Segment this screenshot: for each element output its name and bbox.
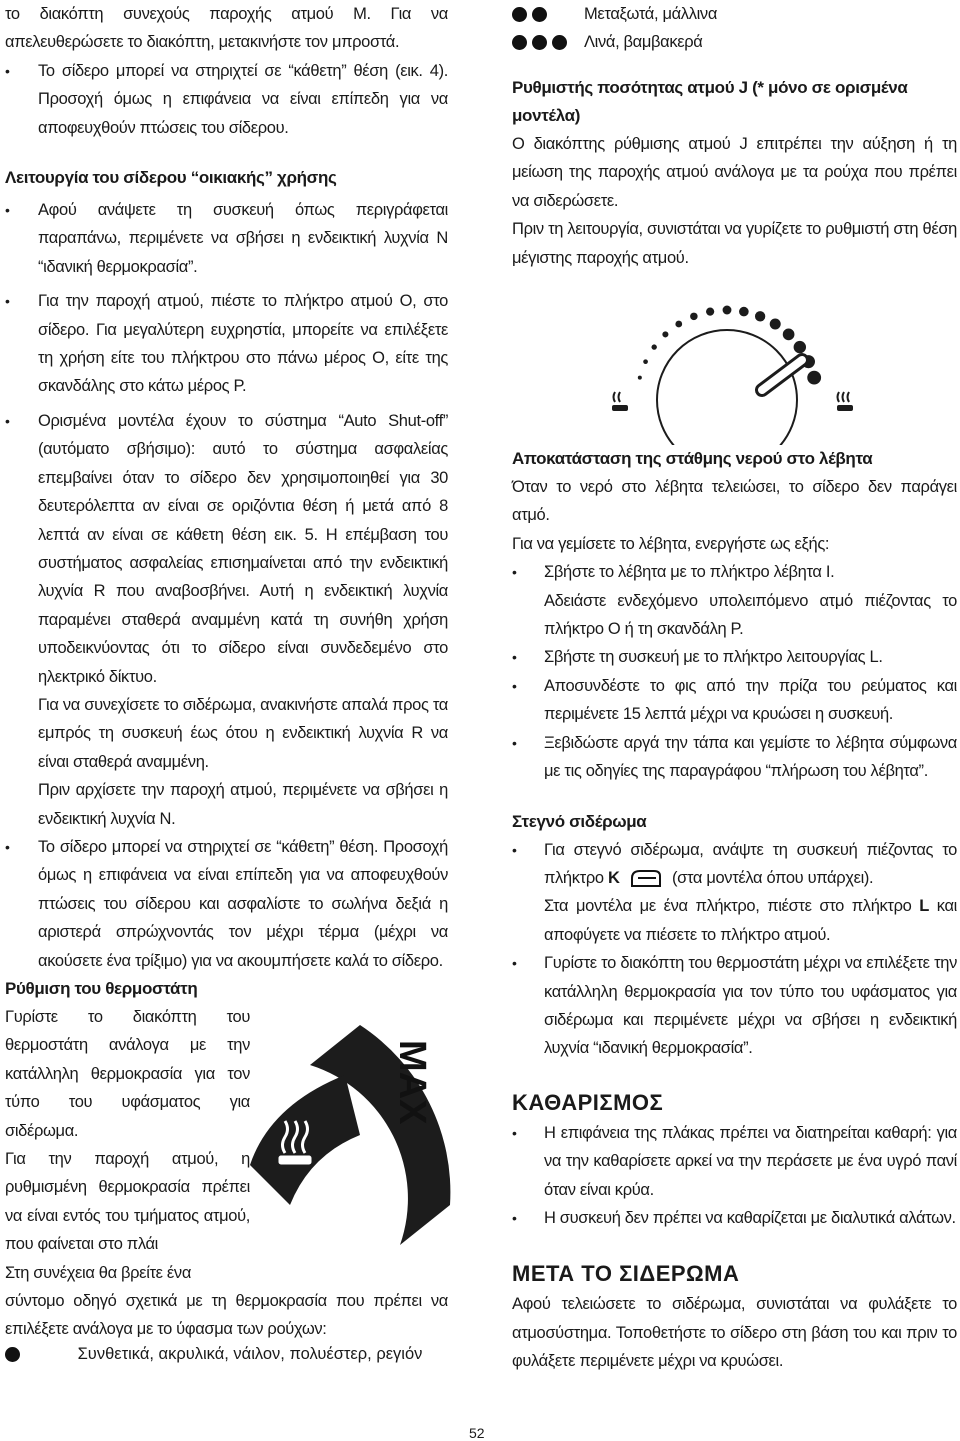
fabric-label: Μεταξωτά, μάλλινα [584, 5, 718, 23]
temperature-dot-icon [5, 1347, 20, 1362]
scale-dot [739, 307, 749, 317]
paragraph: Στη συνέχεια θα βρείτε ένα [5, 1263, 192, 1282]
thermostat-dial-figure [250, 1005, 480, 1265]
fabric-label: Συνθετικά, ακρυλικά, νάιλον, πολυέστερ, ρεγιόν [77, 1345, 423, 1363]
paragraph: Αφού τελειώσετε το σιδέρωμα, συνιστάται να φυλάξετε το ατμοσύστημα. Τοποθετήστε το σίδερο στη βάση του και πριν το φυλάξετε περιμένετε μέχρι να κρυώσει. [512, 1295, 957, 1371]
paragraph: Όταν το νερό στο λέβητα τελειώσει, το σίδερο δεν παράγει ατμό. [512, 478, 957, 525]
bullet-item: • Η συσκευή δεν πρέπει να καθαρίζεται με διαλυτικά αλάτων. [512, 1204, 957, 1232]
section-heading: Λειτουργία του σίδερου “οικιακής” χρήσης [5, 168, 337, 188]
bullet-item: • Σβήστε τη συσκευή με το πλήκτρο λειτουργίας L. [512, 643, 957, 671]
paragraph: Αδειάστε ενδεχόμενο υπολειπόμενο ατμό πιέζοντας το πλήκτρο O ή τη σκανδάλη P. [544, 591, 957, 639]
scale-dot [651, 344, 656, 349]
bullet-item: • Για την παροχή ατμού, πιέστε το πλήκτρο ατμού O, στο σίδερο. Για μεγαλύτερη ευχρηστία, μπορείτε να επιλέξετε τη χρήση είτε του πλήκτρου στο πάνω μέρος O, είτε της σκανδάλης στο κάτω μέρος P. [5, 287, 448, 401]
fabric-row [5, 1345, 422, 1364]
temperature-dot-icon [552, 35, 567, 50]
scale-dot [755, 311, 765, 321]
paragraph: Για την παροχή ατμού, η ρυθμισμένη θερμοκρασία πρέπει να είναι εντός του τμήματος ατμού, που φαίνεται στο πλάι [5, 1150, 250, 1254]
paragraph: Πριν τη λειτουργία, συνιστάται να γυρίζετε το ρυθμιστή στη θέση μέγιστης παροχής ατμού. [512, 220, 957, 267]
scale-dot [807, 371, 821, 385]
section-heading: Ρύθμιση του θερμοστάτη [5, 979, 198, 998]
scale-dot [690, 313, 698, 321]
temperature-dot-icon [512, 35, 527, 50]
text-run: Για στεγνό σιδέρωμα, ανάψτε τη συσκευή πιέζοντας το πλήκτρο [544, 840, 957, 887]
bullet-item: • Αποσυνδέστε το φις από την πρίζα του ρεύματος και περιμένετε 15 λεπτά μέχρι να κρυώσει η συσκευή. [512, 672, 957, 729]
key-l-label: L [919, 897, 929, 916]
scale-dot [794, 341, 806, 353]
scale-dot [662, 331, 668, 337]
key-k-label: K [607, 868, 620, 887]
bullet-item: • Ξεβιδώστε αργά την τάπα και γεμίστε το λέβητα σύμφωνα με τις οδηγίες της παραγράφου “πλήρωση του λέβητα”. [512, 729, 957, 786]
fabric-row [512, 28, 957, 58]
right-column [512, 0, 957, 1376]
dry-iron-icon [628, 868, 664, 890]
bullet-item: • Σβήστε το λέβητα με το πλήκτρο λέβητα I. [512, 558, 957, 586]
paragraph: σύντομο οδηγό σχετικά με τη θερμοκρασία που πρέπει να επιλέξετε ανάλογα με το ύφασμα των ρούχων: [5, 1292, 448, 1339]
scale-dot [723, 306, 732, 315]
bullet-item: • Η επιφάνεια της πλάκας πρέπει να διατηρείται καθαρή: για να την καθαρίσετε αρκεί να την περάσετε με ένα υγρό πανί όταν είναι κρύα. [512, 1119, 957, 1204]
steam-min-icon [612, 392, 628, 411]
steam-max-icon [837, 392, 853, 411]
scale-dot [706, 308, 714, 316]
section-heading: Αποκατάσταση της στάθμης νερού στο λέβητα [512, 449, 873, 469]
fabric-label: Λινά, βαμβακερά [584, 33, 703, 51]
section-heading: Στεγνό σιδέρωμα [512, 811, 647, 831]
paragraph: Για να γεμίσετε το λέβητα, ενεργήστε ως εξής: [512, 534, 830, 553]
bullet-item: • Αφού ανάψετε τη συσκευή όπως περιγράφεται παραπάνω, περιμένετε να σβήσει η ενδεικτική λυχνία N “ιδανική θερμοκρασία”. [5, 196, 448, 281]
paragraph: το διακόπτη συνεχούς παροχής ατμού M. Για να απελευθερώσετε το διακόπτη, μετακινήστε τον μπροστά. [5, 5, 448, 52]
page-number: 52 [469, 1425, 485, 1441]
scale-dot [643, 359, 648, 364]
scale-dot [675, 321, 682, 328]
temperature-dot-icon [512, 7, 527, 22]
paragraph: Για να συνεχίσετε το σιδέρωμα, ανακινήστε απαλά προς τα εμπρός τη συσκευή έως ότου η ενδεικτική λυχνία R να είναι σταθερά αναμμένη. [38, 695, 448, 771]
fabric-row [512, 0, 957, 28]
section-heading: Ρυθμιστής ποσότητας ατμού J (* μόνο σε ορισμένα μοντέλα) [512, 78, 908, 125]
bullet-item [512, 836, 957, 893]
paragraph [512, 892, 957, 949]
paragraph: Πριν αρχίσετε την παροχή ατμού, περιμένετε να σβήσει η ενδεικτική λυχνία N. [38, 781, 448, 828]
scale-dot [638, 376, 642, 380]
section-heading: ΚΑΘΑΡΙΣΜΟΣ [512, 1089, 664, 1115]
paragraph: Ο διακόπτης ρύθμισης ατμού J επιτρέπει την αύξηση ή τη μείωση της παροχής ατμού ανάλογα με τα ρούχα που πρέπει να σιδερώσετε. [512, 135, 957, 210]
text-run: Στα μοντέλα με ένα πλήκτρο, πιέστε στο πλήκτρο [544, 897, 912, 916]
temperature-dot-icon [532, 35, 547, 50]
scale-dot [783, 329, 795, 341]
dial-max-label: MAX [391, 1040, 433, 1125]
section-heading: ΜΕΤΑ ΤΟ ΣΙΔΕΡΩΜΑ [512, 1261, 740, 1287]
text-run: και αποφύγετε να πιέσετε το πλήκτρο ατμού. [544, 897, 957, 944]
steam-regulator-figure [512, 280, 957, 445]
paragraph: Γυρίστε το διακόπτη του θερμοστάτη ανάλογα με την κατάλληλη θερμοκρασία για τον τύπο του υφάσματος για σιδέρωμα. [5, 1008, 250, 1140]
temperature-dot-icon [532, 7, 547, 22]
bullet-item: • Γυρίστε το διακόπτη του θερμοστάτη μέχρι να επιλέξετε την κατάλληλη θερμοκρασία για τον τύπο του υφάσματος για σιδέρωμα και περιμένετε μέχρι να σβήσει η ενδεικτική λυχνία “ιδανική θερμοκρασία”. [512, 949, 957, 1063]
bullet-item: • Το σίδερο μπορεί να στηριχτεί σε “κάθετη” θέση (εικ. 4). Προσοχή όμως η επιφάνεια να είναι επίπεδη για να αποφευχθούν πτώσεις του σίδερου. [5, 57, 448, 142]
bullet-item: • Το σίδερο μπορεί να στηριχτεί σε “κάθετη” θέση. Προσοχή όμως η επιφάνεια να είναι επίπεδη για να αποφευχθούν πτώσεις του σίδερου και ασφαλίστε το σωλήνα δεξιά η αριστερά σπρώχνοντάς τον μέχρι τέρμα (μέχρι να ακούσετε ένα τρίξιμο) για να ακουμπήσετε καλά το σίδερο. [5, 833, 448, 975]
text-run: (στα μοντέλα όπου υπάρχει). [671, 868, 874, 887]
scale-dot [770, 319, 781, 330]
bullet-item: • Ορισμένα μοντέλα έχουν το σύστημα “Auto Shut-off” (αυτόματο σβήσιμο): αυτό το σύστημα ασφαλείας επεμβαίνει όταν το σίδερο δεν χρησιμοποιηθεί για 30 δευτερόλεπτα αν είναι σε οριζόντια θέση ή μετά από 8 λεπτά αν είναι σε κάθετη θέση εικ. 5. Η επέμβαση του συστήματος ασφαλείας επισημαίνεται από την ενδεικτική λυχνία R που αναβοσβήνει. Αυτή η ενδεικτική λυχνία παραμένει σταθερά αναμμένη κατά τη συνήθη χρήση υποδεικνύοντας ότι το σίδερο είναι συνδεδεμένο στο ηλεκτρικό δίκτυο. [5, 407, 448, 691]
